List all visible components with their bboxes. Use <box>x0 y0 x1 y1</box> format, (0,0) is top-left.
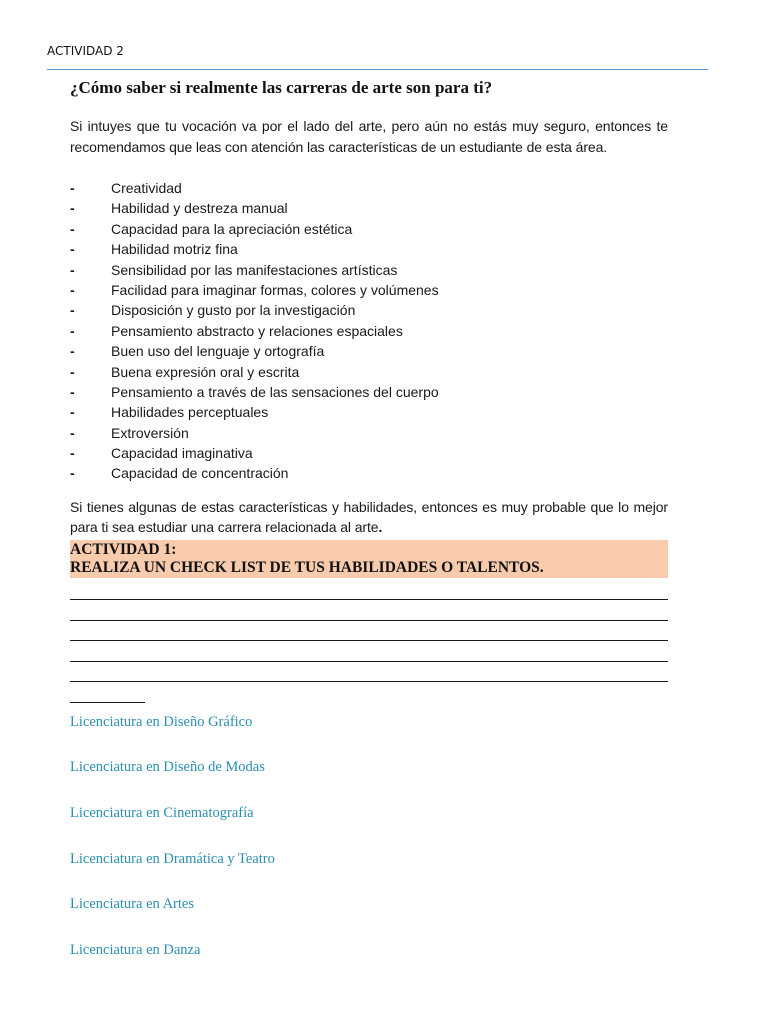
trait-text: Habilidad motriz fina <box>111 241 238 258</box>
activity-highlight-box <box>70 540 668 578</box>
careers-list <box>70 705 668 979</box>
answer-line[interactable] <box>70 662 668 683</box>
list-item <box>70 402 668 422</box>
career-link[interactable]: Licenciatura en Cinematografía <box>70 805 254 822</box>
list-item <box>70 198 668 218</box>
dash-bullet: - <box>70 261 75 278</box>
dash-bullet: - <box>70 424 75 441</box>
list-item <box>70 443 668 463</box>
list-item <box>70 219 668 239</box>
dash-bullet: - <box>70 241 75 258</box>
dash-bullet: - <box>70 343 75 360</box>
list-item <box>70 300 668 320</box>
list-item <box>70 362 668 382</box>
trait-text: Extroversión <box>111 424 189 441</box>
intro-paragraph: Si intuyes que tu vocación va por el lado del arte, pero aún no estás muy seguro, entonces te recomendamos que leas con atención las características de un estudiante de esta área. <box>70 118 668 155</box>
trait-text: Capacidad de concentración <box>111 465 289 482</box>
dash-bullet: - <box>70 445 75 462</box>
trait-text: Creatividad <box>111 180 182 196</box>
list-item <box>70 239 668 259</box>
dash-bullet: - <box>70 220 75 237</box>
list-item <box>70 260 668 280</box>
trait-text: Sensibilidad por las manifestaciones artísticas <box>111 261 398 278</box>
career-link[interactable]: Licenciatura en Diseño de Modas <box>70 759 265 776</box>
trait-text: Capacidad para la apreciación estética <box>111 220 353 237</box>
document-body <box>70 77 668 978</box>
trait-text: Buen uso del lenguaje y ortografía <box>111 343 325 360</box>
career-link[interactable]: Licenciatura en Diseño Gráfico <box>70 713 253 730</box>
answer-line[interactable] <box>70 580 668 601</box>
closing-text: Si tienes algunas de estas características y habilidades, entonces es muy probable que lo mejor para ti sea estudiar una carrera relacionada al arte <box>70 498 668 535</box>
career-link[interactable]: Licenciatura en Artes <box>70 896 194 913</box>
list-item <box>70 382 668 402</box>
dash-bullet: - <box>70 404 75 421</box>
dash-bullet: - <box>70 465 75 482</box>
trait-text: Habilidad y destreza manual <box>111 200 288 217</box>
trait-text: Habilidades perceptuales <box>111 404 269 421</box>
dash-bullet: - <box>70 281 75 298</box>
activity-instruction: REALIZA UN CHECK LIST DE TUS HABILIDADES O TALENTOS. <box>70 558 544 576</box>
career-link[interactable]: Licenciatura en Danza <box>70 941 201 958</box>
dash-bullet: - <box>70 200 75 217</box>
answer-line[interactable] <box>70 641 668 662</box>
list-item <box>70 423 668 443</box>
closing-period: . <box>378 518 383 535</box>
list-item <box>70 321 668 341</box>
page-title: ¿Cómo saber si realmente las carreras de arte son para ti? <box>70 78 493 97</box>
dash-bullet: - <box>70 383 75 400</box>
dash-bullet: - <box>70 180 75 196</box>
dash-bullet: - <box>70 302 75 319</box>
trait-text: Buena expresión oral y escrita <box>111 363 300 380</box>
traits-list <box>70 178 668 484</box>
document-header-label: ACTIVIDAD 2 <box>47 44 124 58</box>
list-item <box>70 280 668 300</box>
answer-line[interactable] <box>70 600 668 621</box>
answer-line-short[interactable] <box>70 682 145 703</box>
list-item <box>70 341 668 361</box>
list-item <box>70 463 668 483</box>
answer-lines <box>70 580 668 703</box>
trait-text: Facilidad para imaginar formas, colores y volúmenes <box>111 281 439 298</box>
trait-text: Pensamiento abstracto y relaciones espaciales <box>111 322 403 339</box>
dash-bullet: - <box>70 322 75 339</box>
header-divider <box>47 69 708 70</box>
activity-heading: ACTIVIDAD 1: <box>70 540 177 558</box>
career-link[interactable]: Licenciatura en Dramática y Teatro <box>70 850 275 867</box>
answer-line[interactable] <box>70 621 668 642</box>
trait-text: Pensamiento a través de las sensaciones del cuerpo <box>111 383 439 400</box>
dash-bullet: - <box>70 363 75 380</box>
closing-paragraph <box>70 497 668 537</box>
list-item <box>70 178 668 198</box>
trait-text: Capacidad imaginativa <box>111 445 253 462</box>
trait-text: Disposición y gusto por la investigación <box>111 302 356 319</box>
